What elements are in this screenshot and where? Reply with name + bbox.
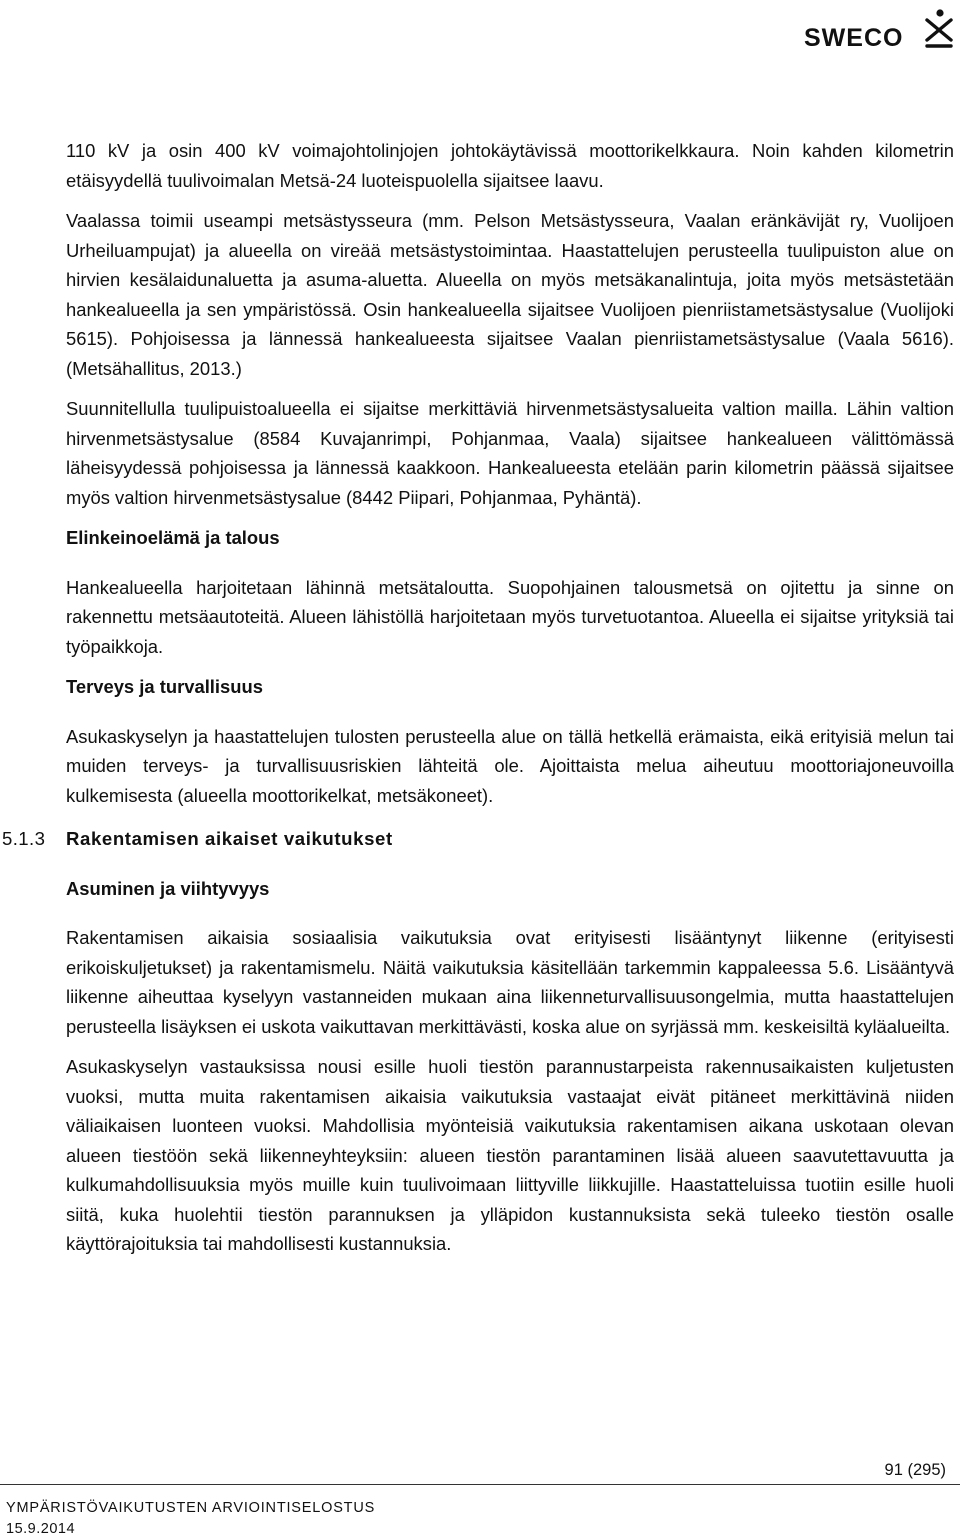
page-number: 91 (295) <box>884 1461 946 1479</box>
paragraph: Hankealueella harjoitetaan lähinnä metsätaloutta. Suopohjainen talousmetsä on ojitettu ja sinne on rakennettu metsäautoteitä. Alueen lähistöllä harjoitetaan myös turvetuotantoa. Alueella ei sijaitse yrityksiä tai työpaikkoja. <box>66 576 954 657</box>
section-heading <box>2 824 954 854</box>
subheading-asuminen: Asuminen ja viihtyvyys <box>66 877 270 899</box>
section-number: 5.1.3 <box>2 828 46 849</box>
paragraph: Suunnitellulla tuulipuistoalueella ei sijaitse merkittäviä hirvenmetsästysalueita valtion mailla. Lähin valtion hirvenmetsästysalue (8584 Kuvajanrimpi, Pohjanmaa, Vaala) sijaitsee hankealueen välittömässä läheisyydessä pohjoisessa ja lännessä kaakkoon. Hankealueesta etelään parin kilometrin päässä sijaitsee myös valtion hirvenmetsästysalue (8442 Piipari, Pohjanmaa, Pyhäntä). <box>66 398 954 508</box>
sweco-figure-icon <box>924 8 954 50</box>
paragraph: Vaalassa toimii useampi metsästysseura (mm. Pelson Metsästysseura, Vaalan eränkävijät ry, Vuolijoen Urheiluampujat) ja alueella on vireää metsästystoimintaa. Haastattelujen perusteella tuulipuiston alue on hirvien kesälaidunaluetta ja asuma-aluetta. Alueella on myös metsäkanalintuja, joita myös metsästetään hankealueella ja sen ympäristössä. Osin hankealueella sijaitsee Vuolijoen pienriistametsästysalue (Vuolijoki 5615). Pohjoisessa ja lännessä hankealueesta sijaitsee Vaalan pienriistametsästysalue (Vaala 5616). (Metsähallitus, 2013.) <box>66 210 954 379</box>
subheading-elinkeinoelama: Elinkeinoelämä ja talous <box>66 527 280 548</box>
logo-text: SWECO <box>804 24 904 52</box>
sweco-logo <box>804 8 954 54</box>
footer-divider <box>0 1484 960 1485</box>
paragraph: Asukaskyselyn ja haastattelujen tulosten perusteella alue on tällä hetkellä erämaista, eikä erityisiä melun tai muiden terveys- ja turvallisuusriskien lähteitä ole. Ajoittaista melua aiheutuu moottoriajoneuvoilla kulkemisesta (alueella moottorikelkat, metsäkoneet). <box>66 725 954 806</box>
document-body <box>2 136 954 1270</box>
paragraph: Asukaskyselyn vastauksissa nousi esille huoli tiestön parannustarpeista rakennusaikaisten kuljetusten vuoksi, mutta muita rakentamisen aikaisia vaikutuksia vastaajat eivät pitäneet merkittävinä niiden väliaikaisen luonteen vuoksi. Mahdollisia myönteisiä vaikutuksia rakentamisen aikana uskotaan olevan alueen tiestöön sekä liikenneyhteyksiin: alueen tiestön parantaminen lisää alueen saavutettavuutta ja kulkumahdollisuuksia myös muille kuin tuulivoimaan liittyville liikkujille. Haastatteluissa tuotiin esille huoli siitä, kuka huolehtii tiestön parannuksen ja ylläpidon kustannuksista sekä tuleeko tiestön osalle käyttörajoituksia tai mahdollisesti kustannuksia. <box>66 1056 954 1254</box>
subheading-terveys: Terveys ja turvallisuus <box>66 676 263 697</box>
section-title: Rakentamisen aikaiset vaikutukset <box>66 828 393 849</box>
footer-document-title: YMPÄRISTÖVAIKUTUSTEN ARVIOINTISELOSTUS <box>6 1500 376 1516</box>
footer-date: 15.9.2014 <box>6 1521 76 1537</box>
paragraph: Rakentamisen aikaisia sosiaalisia vaikutuksia ovat erityisesti lisääntynyt liikenne (erityisesti erikoiskuljetukset) ja rakentamismelu. Näitä vaikutuksia käsitellään tarkemmin kappaleessa 5.6. Lisääntyvä liikenne aiheuttaa kyselyyn vastanneiden mukaan aina liikenneturvallisuusongelmia, mutta haastattelujen perusteella lisäyksen ei uskota vaikuttavan merkittävästi, koska alue on syrjässä mm. keskeisiltä kyläalueilta. <box>66 927 954 1037</box>
paragraph: 110 kV ja osin 400 kV voimajohtolinjojen johtokäytävissä moottorikelkkaura. Noin kahden kilometrin etäisyydellä tuulivoimalan Metsä-24 luoteispuolella sijaitsee laavu. <box>66 140 954 191</box>
